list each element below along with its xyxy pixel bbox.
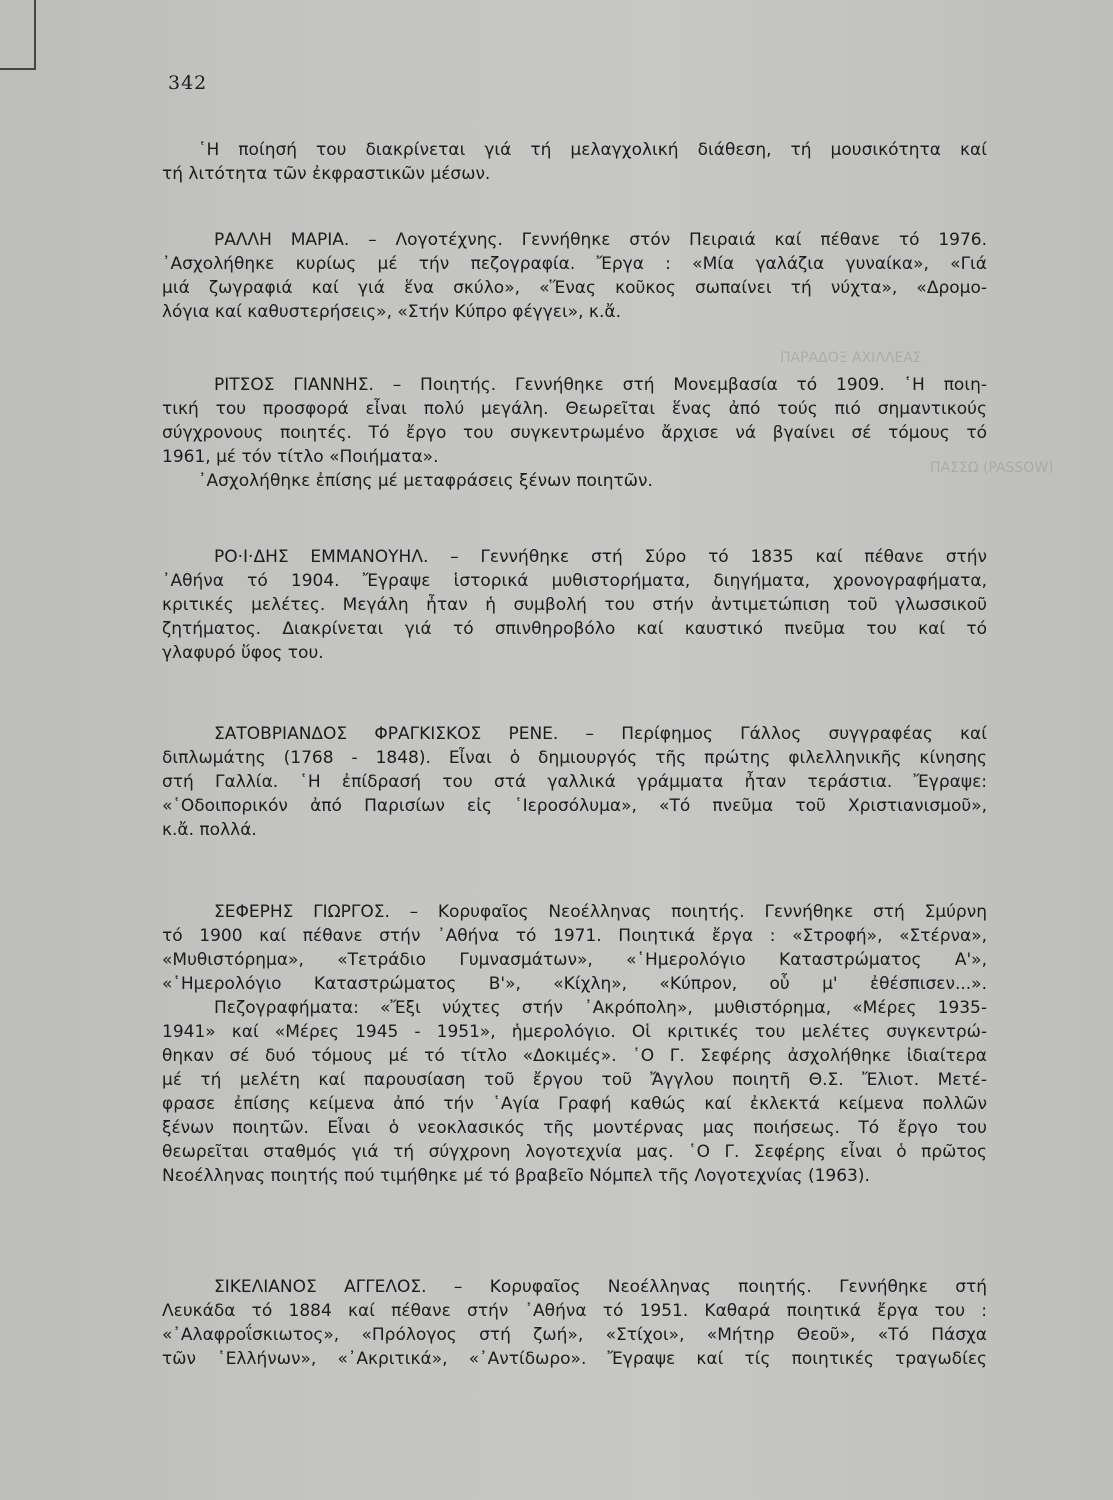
- text-line: «Μυθιστόρημα», «Τετράδιο Γυμνασμάτων», «῾Ημερολόγιο Καταστρώματος Α'»,: [162, 950, 987, 970]
- text-line: θεωρεῖται σταθμός γιά τή σύγχρονη λογοτεχνία μας. ῾Ο Γ. Σεφέρης εἶναι ὁ πρῶτος: [162, 1142, 987, 1162]
- text-line: διπλωμάτης (1768 - 1848). Εἶναι ὁ δημιουργός τῆς πρώτης φιλελληνικῆς κίνησης: [162, 748, 987, 768]
- scan-corner-mark: [0, 0, 36, 70]
- text-line: σύγχρονους ποιητές. Τό ἔργο του συγκεντρωμένο ἄρχισε νά βγαίνει σέ τόμους τό: [162, 423, 987, 443]
- text-line: τῶν ῾Ελλήνων», «᾿Ακριτικά», «᾿Αντίδωρο». Ἔγραψε καί τίς ποιητικές τραγωδίες: [162, 1349, 987, 1369]
- text-line: τή λιτότητα τῶν ἐκφραστικῶν μέσων.: [162, 164, 491, 184]
- text-line: ᾿Ασχολήθηκε ἐπίσης μέ μεταφράσεις ξένων ποιητῶν.: [198, 471, 653, 491]
- entry-ritsos: [162, 373, 987, 493]
- text-line: ᾿Αθήνα τό 1904. Ἔγραψε ἱστορικά μυθιστορήματα, διηγήματα, χρονογραφήματα,: [162, 571, 987, 591]
- text-line: λόγια καί καθυστερήσεις», «Στήν Κύπρο φέγγει», κ.ἄ.: [162, 302, 621, 322]
- text-line: κ.ἄ. πολλά.: [162, 820, 257, 840]
- text-line: θηκαν σέ δυό τόμους μέ τό τίτλο «Δοκιμές». ῾Ο Γ. Σεφέρης ἀσχολήθηκε ἰδιαίτερα: [162, 1046, 987, 1066]
- text-line: Λευκάδα τό 1884 καί πέθανε στήν ᾿Αθήνα τό 1951. Καθαρά ποιητικά ἔργα του :: [162, 1301, 987, 1321]
- bleed-through-text: ΠΑΣΣΩ (PASSOW): [930, 460, 1054, 476]
- entry-heading-line: ΡΙΤΣΟΣ ΓΙΑΝΝΗΣ. – Ποιητής. Γεννήθηκε στή Μονεμβασία τό 1909. ῾Η ποιη-: [214, 375, 987, 395]
- text-line: «῾Ημερολόγιο Καταστρώματος Β'», «Κίχλη», «Κύπρον, οὗ μ' ἐθέσπισεν...».: [162, 974, 987, 994]
- text-line: ξένων ποιητῶν. Εἶναι ὁ νεοκλασικός τῆς μοντέρνας μας ποιήσεως. Τό ἔργο του: [162, 1118, 987, 1138]
- entry-heading-line: ΣΑΤΟΒΡΙΑΝΔΟΣ ΦΡΑΓΚΙΣΚΟΣ ΡΕΝΕ. – Περίφημος Γάλλος συγγραφέας καί: [214, 724, 987, 744]
- text-line: τό 1900 καί πέθανε στήν ᾿Αθήνα τό 1971. Ποιητικά ἔργα : «Στροφή», «Στέρνα»,: [162, 926, 987, 946]
- text-line: κριτικές μελέτες. Μεγάλη ἦταν ἡ συμβολή του στήν ἀντιμετώπιση τοῦ γλωσσικοῦ: [162, 595, 987, 615]
- entry-ralli: [162, 228, 987, 324]
- text-line: μέ τή μελέτη καί παρουσίαση τοῦ ἔργου τοῦ Ἄγγλου ποιητῆ Θ.Σ. Ἔλιοτ. Μετέ-: [162, 1070, 987, 1090]
- text-line: ζητήματος. Διακρίνεται γιά τό σπινθηροβόλο καί καυστικό πνεῦμα του καί τό: [162, 619, 987, 639]
- text-line: 1961, μέ τόν τίτλο «Ποιήματα».: [162, 447, 439, 467]
- text-line: μιά ζωγραφιά καί γιά ἕνα σκύλο», «Ἕνας κοῦκος σωπαίνει τή νύχτα», «Δρομο-: [162, 278, 987, 298]
- text-line: γλαφυρό ὕφος του.: [162, 643, 324, 663]
- text-line: ῾Η ποίησή του διακρίνεται γιά τή μελαγχολική διάθεση, τή μουσικότητα καί: [198, 140, 987, 160]
- text-line: «᾿Αλαφροΐσκιωτος», «Πρόλογος στή ζωή», «Στίχοι», «Μήτηρ Θεοῦ», «Τό Πάσχα: [162, 1325, 987, 1345]
- text-line: ᾿Ασχολήθηκε κυρίως μέ τήν πεζογραφία. Ἔργα : «Μία γαλάζια γυναίκα», «Γιά: [162, 254, 987, 274]
- text-line: φρασε ἐπίσης κείμενα ἀπό τήν ῾Αγία Γραφή καθώς καί ἐκλεκτά κείμενα πολλῶν: [162, 1094, 987, 1114]
- text-line: 1941» καί «Μέρες 1945 - 1951», ἡμερολόγιο. Οἱ κριτικές του μελέτες συγκεντρώ-: [162, 1022, 987, 1042]
- bleed-through-text: ΠΑΡΑΔΟΞ ΑΧΙΛΛΕΑΣ: [780, 350, 922, 366]
- entry-roidis: [162, 545, 987, 665]
- entry-sikelianos: [162, 1275, 987, 1371]
- entry-chateaubriand: [162, 722, 987, 842]
- entry-intro: [162, 138, 987, 186]
- entry-heading-line: ΡΟ·Ι·ΔΗΣ ΕΜΜΑΝΟΥΗΛ. – Γεννήθηκε στή Σύρο τό 1835 καί πέθανε στήν: [214, 547, 987, 567]
- text-line: τική του προσφορά εἶναι πολύ μεγάλη. Θεωρεῖται ἕνας ἀπό τούς πιό σημαντικούς: [162, 399, 987, 419]
- entry-seferis: [162, 900, 987, 1188]
- entry-heading-line: ΣΕΦΕΡΗΣ ΓΙΩΡΓΟΣ. – Κορυφαῖος Νεοέλληνας ποιητής. Γεννήθηκε στή Σμύρνη: [214, 902, 987, 922]
- text-line: Νεοέλληνας ποιητής πού τιμήθηκε μέ τό βραβεῖο Νόμπελ τῆς Λογοτεχνίας (1963).: [162, 1166, 870, 1186]
- text-line: στή Γαλλία. ῾Η ἐπίδρασή του στά γαλλικά γράμματα ἦταν τεράστια. Ἔγραψε:: [162, 772, 987, 792]
- entry-heading-line: ΡΑΛΛΗ ΜΑΡΙΑ. – Λογοτέχνης. Γεννήθηκε στόν Πειραιά καί πέθανε τό 1976.: [214, 230, 987, 250]
- page-number: 342: [168, 72, 208, 94]
- text-line: Πεζογραφήματα: «Ἔξι νύχτες στήν ᾿Ακρόπολη», μυθιστόρημα, «Μέρες 1935-: [214, 998, 987, 1018]
- text-line: «῾Οδοιπορικόν ἀπό Παρισίων εἰς ῾Ιεροσόλυμα», «Τό πνεῦμα τοῦ Χριστιανισμοῦ»,: [162, 796, 987, 816]
- entry-heading-line: ΣΙΚΕΛΙΑΝΟΣ ΑΓΓΕΛΟΣ. – Κορυφαῖος Νεοέλληνας ποιητής. Γεννήθηκε στή: [214, 1277, 987, 1297]
